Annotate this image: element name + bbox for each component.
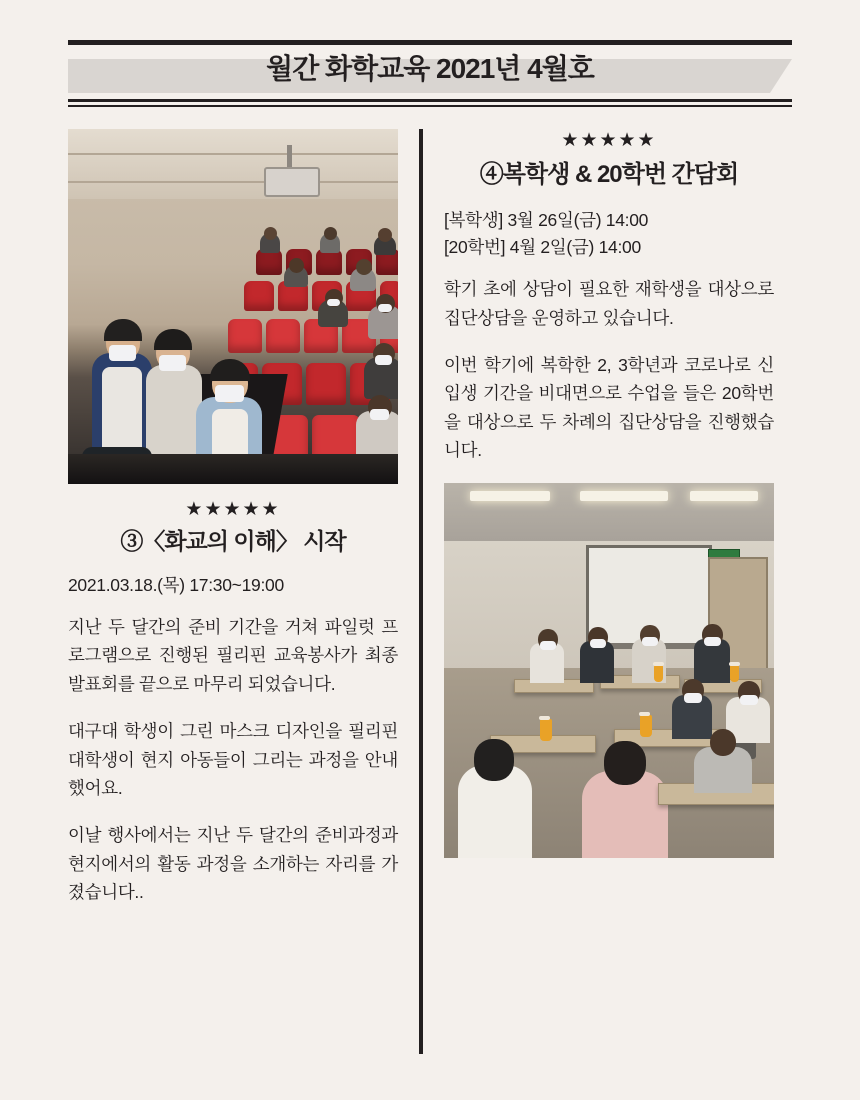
left-date-line: 2021.03.18.(목) 17:30~19:00: [68, 575, 284, 595]
header-bottom-rule-secondary: [68, 105, 792, 107]
right-star-rating: ★★★★★: [561, 130, 657, 151]
right-section-title: ④복학생 & 20학번 간담회: [479, 161, 739, 188]
column-divider: [419, 129, 423, 1054]
left-star-rating: ★★★★★: [185, 499, 281, 520]
left-paragraph-2: 대구대 학생이 그린 마스크 디자인을 필리핀 대학생이 현지 아동들이 그리는 과정을 안내했어요.: [68, 721, 398, 798]
right-schedule-line-2: [20학번] 4월 2일(금) 14:00: [444, 237, 641, 258]
left-paragraph-1: 지난 두 달간의 준비 기간을 거쳐 파일럿 프로그램으로 진행된 필리핀 교육봉사가 최종 발표회를 끝으로 마무리 되었습니다.: [68, 617, 398, 694]
page-title: 월간 화학교육 2021년 4월호: [266, 53, 594, 84]
header-band: [68, 45, 792, 97]
page-header: [68, 0, 792, 107]
right-paragraph-1: 학기 초에 상담이 필요한 재학생을 대상으로 집단상담을 운영하고 있습니다.: [444, 279, 774, 328]
right-schedule-line-1: [복학생] 3월 26일(금) 14:00: [444, 210, 649, 230]
ceiling-projector: [264, 167, 320, 197]
content-columns: [68, 129, 792, 1071]
right-paragraph-2: 이번 학기에 복학한 2, 3학년과 코로나로 신입생 기간을 비대면으로 수업을 들은 20학번을 대상으로 두 차례의 집단상담을 진행했습니다.: [444, 354, 774, 460]
left-paragraph-3: 이날 행사에서는 지난 두 달간의 준비과정과 현지에서의 활동 과정을 소개하는 자리를 가졌습니다..: [68, 825, 398, 902]
auditorium-students-photo: [68, 129, 398, 484]
classroom-group-counseling-photo: [444, 483, 774, 858]
right-column: [444, 129, 774, 1071]
left-section-title: ③〈화교의 이해〉 시작: [120, 528, 346, 554]
left-column: [68, 129, 398, 1071]
header-bottom-rule: [68, 99, 792, 102]
